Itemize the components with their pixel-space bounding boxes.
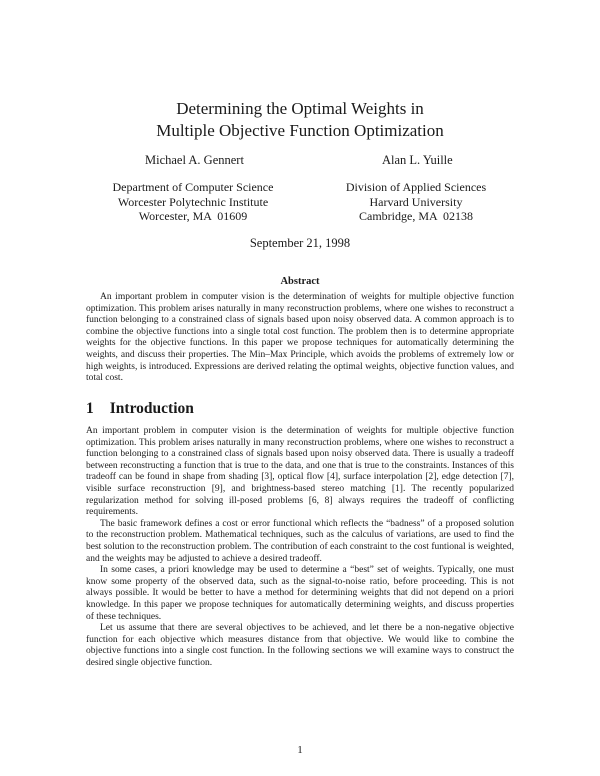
title-line-1: Determining the Optimal Weights in (176, 99, 424, 118)
section-heading-introduction (86, 400, 194, 418)
section-title: Introduction (109, 400, 194, 417)
title-line-2: Multiple Objective Function Optimization (156, 121, 444, 140)
abstract-heading: Abstract (280, 276, 320, 287)
page-number: 1 (297, 744, 303, 756)
affiliation-department: Division of Applied Sciences (345, 180, 487, 194)
abstract-text: An important problem in computer vision is the determination of weights for multiple objective function optimization. This problem arises naturally in many reconstruction problems, where one wishes to reconstruct a function belonging to a constrained class of signals based upon noisy observed data. A common approach is to combine the objective functions into a single total cost function. The problem then is to determine appropriate weights for the objective functions. In this paper we propose techniques for automatically determining the weights, and discuss their properties. The Min–Max Principle, which avoids the problems of extremely low or high weights, is introduced. Expressions are derived relating the optimal weights, objective function values, and total cost. (86, 292, 514, 384)
introduction-body (86, 426, 514, 669)
paragraph: Let us assume that there are several objectives to be achieved, and let there be a non-negative objective function for each objective which measures distance from that objective. We would like to combine the objective functions into a single cost function. In the following sections we will examine ways to construct the desired single objective function. (86, 623, 514, 668)
paper-title (0, 98, 600, 142)
paragraph: In some cases, a priori knowledge may be used to determine a “best” set of weights. Typically, one must know some property of the observed data, such as the signal-to-noise ratio, before proceeding. This is not always possible. It would be better to have a method for determining weights that did not depend on a priori knowledge. In this paper we propose techniques for automatically determining weights, and discuss properties of these techniques. (86, 565, 514, 622)
author-name-gennert: Michael A. Gennert (145, 153, 244, 167)
paragraph: The basic framework defines a cost or error functional which reflects the “badness” of a proposed solution to the reconstruction problem. Mathematical techniques, such as the calculus of variations, are used to find the best solution to the reconstruction problem. The contribution of each constraint to the cost funtional is weighted, and the weights may be adjusted to achieve a desired tradeoff. (86, 518, 514, 564)
section-number: 1 (86, 400, 94, 417)
paragraph: An important problem in computer vision is the determination of weights for multiple objective function optimization. This problem arises naturally in many reconstruction problems, where one wishes to reconstruct a function belonging to a constrained class of signals based upon noisy observed data. There is usually a tradeoff between reconstructing a function that is true to the data, and one that is true to the constraints. Instances of this tradeoff can be found in shape from shading [3], optical flow [4], surface interpolation [2], edge detection [7], visible surface reconstruction [9], and brightness-based stereo matching [1]. The recently popularized regularization method for solving ill-posed problems [6, 8] always requires the tradeoff of conflicting requirements. (86, 426, 514, 518)
affiliation-department: Department of Computer Science (112, 180, 274, 194)
affiliation-institution: Worcester Polytechnic Institute (117, 194, 269, 209)
author-name-yuille: Alan L. Yuille (382, 153, 453, 167)
paper-date: September 21, 1998 (249, 236, 351, 250)
affiliation-institution: Harvard University (369, 194, 463, 209)
affiliation-harvard (296, 180, 536, 224)
affiliation-location: Worcester, MA 01609 (138, 209, 248, 223)
affiliation-wpi (73, 180, 313, 224)
affiliation-location: Cambridge, MA 02138 (359, 209, 473, 223)
